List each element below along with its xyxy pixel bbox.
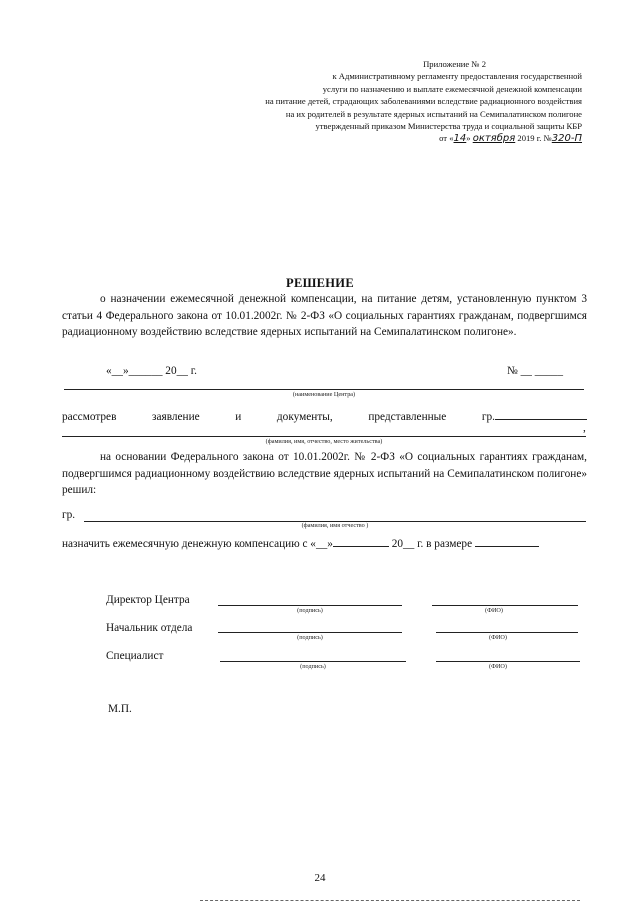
header-line-6: утвержденный приказом Министерства труда и социальной защиты КБР — [315, 121, 582, 132]
considered-word-5: представленные — [368, 411, 447, 423]
considered-word-1: рассмотрев — [62, 411, 117, 423]
considered-word-3: и — [235, 411, 242, 423]
decision-date: «__»______ 20__ г. — [106, 365, 197, 377]
decision-subject: о назначении ежемесячной денежной компенсации, на питание детям, установленную пунктом 3 статьи 4 Федерального закона от 10.01.2002г. № 2-ФЗ «О социальных гарантиях гражданам, подвергшимся радиационному воздействию вследствие ядерных испытаний на Семипалатинском полигоне». — [62, 293, 587, 338]
document-title: РЕШЕНИЕ — [286, 276, 354, 290]
applicant-line[interactable] — [62, 436, 586, 437]
header-line-1: Приложение № 2 — [423, 59, 486, 69]
director-fio-caption: (ФИО) — [485, 607, 503, 614]
handwritten-month: октября — [472, 133, 516, 145]
date-mid: » — [466, 133, 471, 144]
specialist-signature-line[interactable] — [220, 661, 406, 662]
considered-row — [62, 411, 587, 423]
header-date-line — [162, 132, 582, 145]
head-signature-caption: (подпись) — [297, 634, 323, 641]
decision-number: № __ _____ — [507, 365, 563, 377]
recipient-caption: (фамилия, имя отчество ) — [301, 522, 369, 529]
legal-basis: на основании Федерального закона от 10.01.2002г. № 2-ФЗ «О социальных гарантиях гражданам, подвергшимся радиационному воздействию вследствие ядерных испытаний на Семипалатинском полигоне» решил: — [62, 451, 587, 496]
header-line-4: на питание детей, страдающих заболеваниями вследствие радиационного воздействия — [265, 96, 582, 107]
director-signature-caption: (подпись) — [297, 607, 323, 614]
assign-month-field[interactable] — [333, 546, 389, 547]
appendix-header — [162, 58, 582, 146]
specialist-signature-caption: (подпись) — [300, 663, 326, 670]
date-prefix: от « — [439, 133, 454, 144]
stamp-placeholder: М.П. — [108, 703, 132, 715]
head-signature-line[interactable] — [218, 632, 402, 633]
center-name-caption: (наименование Центра) — [292, 391, 356, 398]
page-number: 24 — [314, 872, 326, 884]
handwritten-order-number: 320-П — [551, 133, 582, 145]
header-line-3: услуги по назначению и выплате ежемесячной денежной компенсации — [322, 83, 582, 94]
specialist-fio-line[interactable] — [436, 661, 580, 662]
signatory-specialist-role: Специалист — [106, 650, 164, 662]
date-year: 2019 г. № — [517, 133, 552, 144]
assign-amount-field[interactable] — [475, 546, 539, 547]
applicant-line-comma: , — [583, 422, 586, 434]
considered-word-2: заявление — [152, 411, 200, 423]
applicant-caption: (фамилия, имя, отчество, место жительства) — [265, 438, 383, 445]
handwritten-day: 14 — [453, 133, 467, 145]
assign-text-start: назначить ежемесячную денежную компенсацию с «__» — [62, 538, 333, 550]
specialist-fio-caption: (ФИО) — [489, 663, 507, 670]
head-fio-line[interactable] — [436, 632, 578, 633]
recipient-prefix: гр. — [62, 509, 76, 521]
signatory-director-role: Директор Центра — [106, 594, 190, 606]
assign-row — [62, 538, 539, 550]
director-fio-line[interactable] — [432, 605, 578, 606]
center-name-line[interactable] — [64, 389, 584, 390]
director-signature-line[interactable] — [218, 605, 402, 606]
applicant-prefix: гр. — [481, 411, 495, 423]
header-line-2: к Административному регламенту предоставления государственной — [332, 71, 582, 82]
head-fio-caption: (ФИО) — [489, 634, 507, 641]
assign-text-end: 20__ г. в размере — [391, 538, 473, 550]
applicant-field[interactable] — [482, 411, 587, 423]
signatory-head-role: Начальник отдела — [106, 622, 193, 634]
scan-edge-artifact — [200, 900, 580, 902]
header-line-5: на их родителей в результате ядерных испытаний на Семипалатинском полигоне — [285, 108, 582, 119]
considered-word-4: документы, — [276, 411, 333, 423]
